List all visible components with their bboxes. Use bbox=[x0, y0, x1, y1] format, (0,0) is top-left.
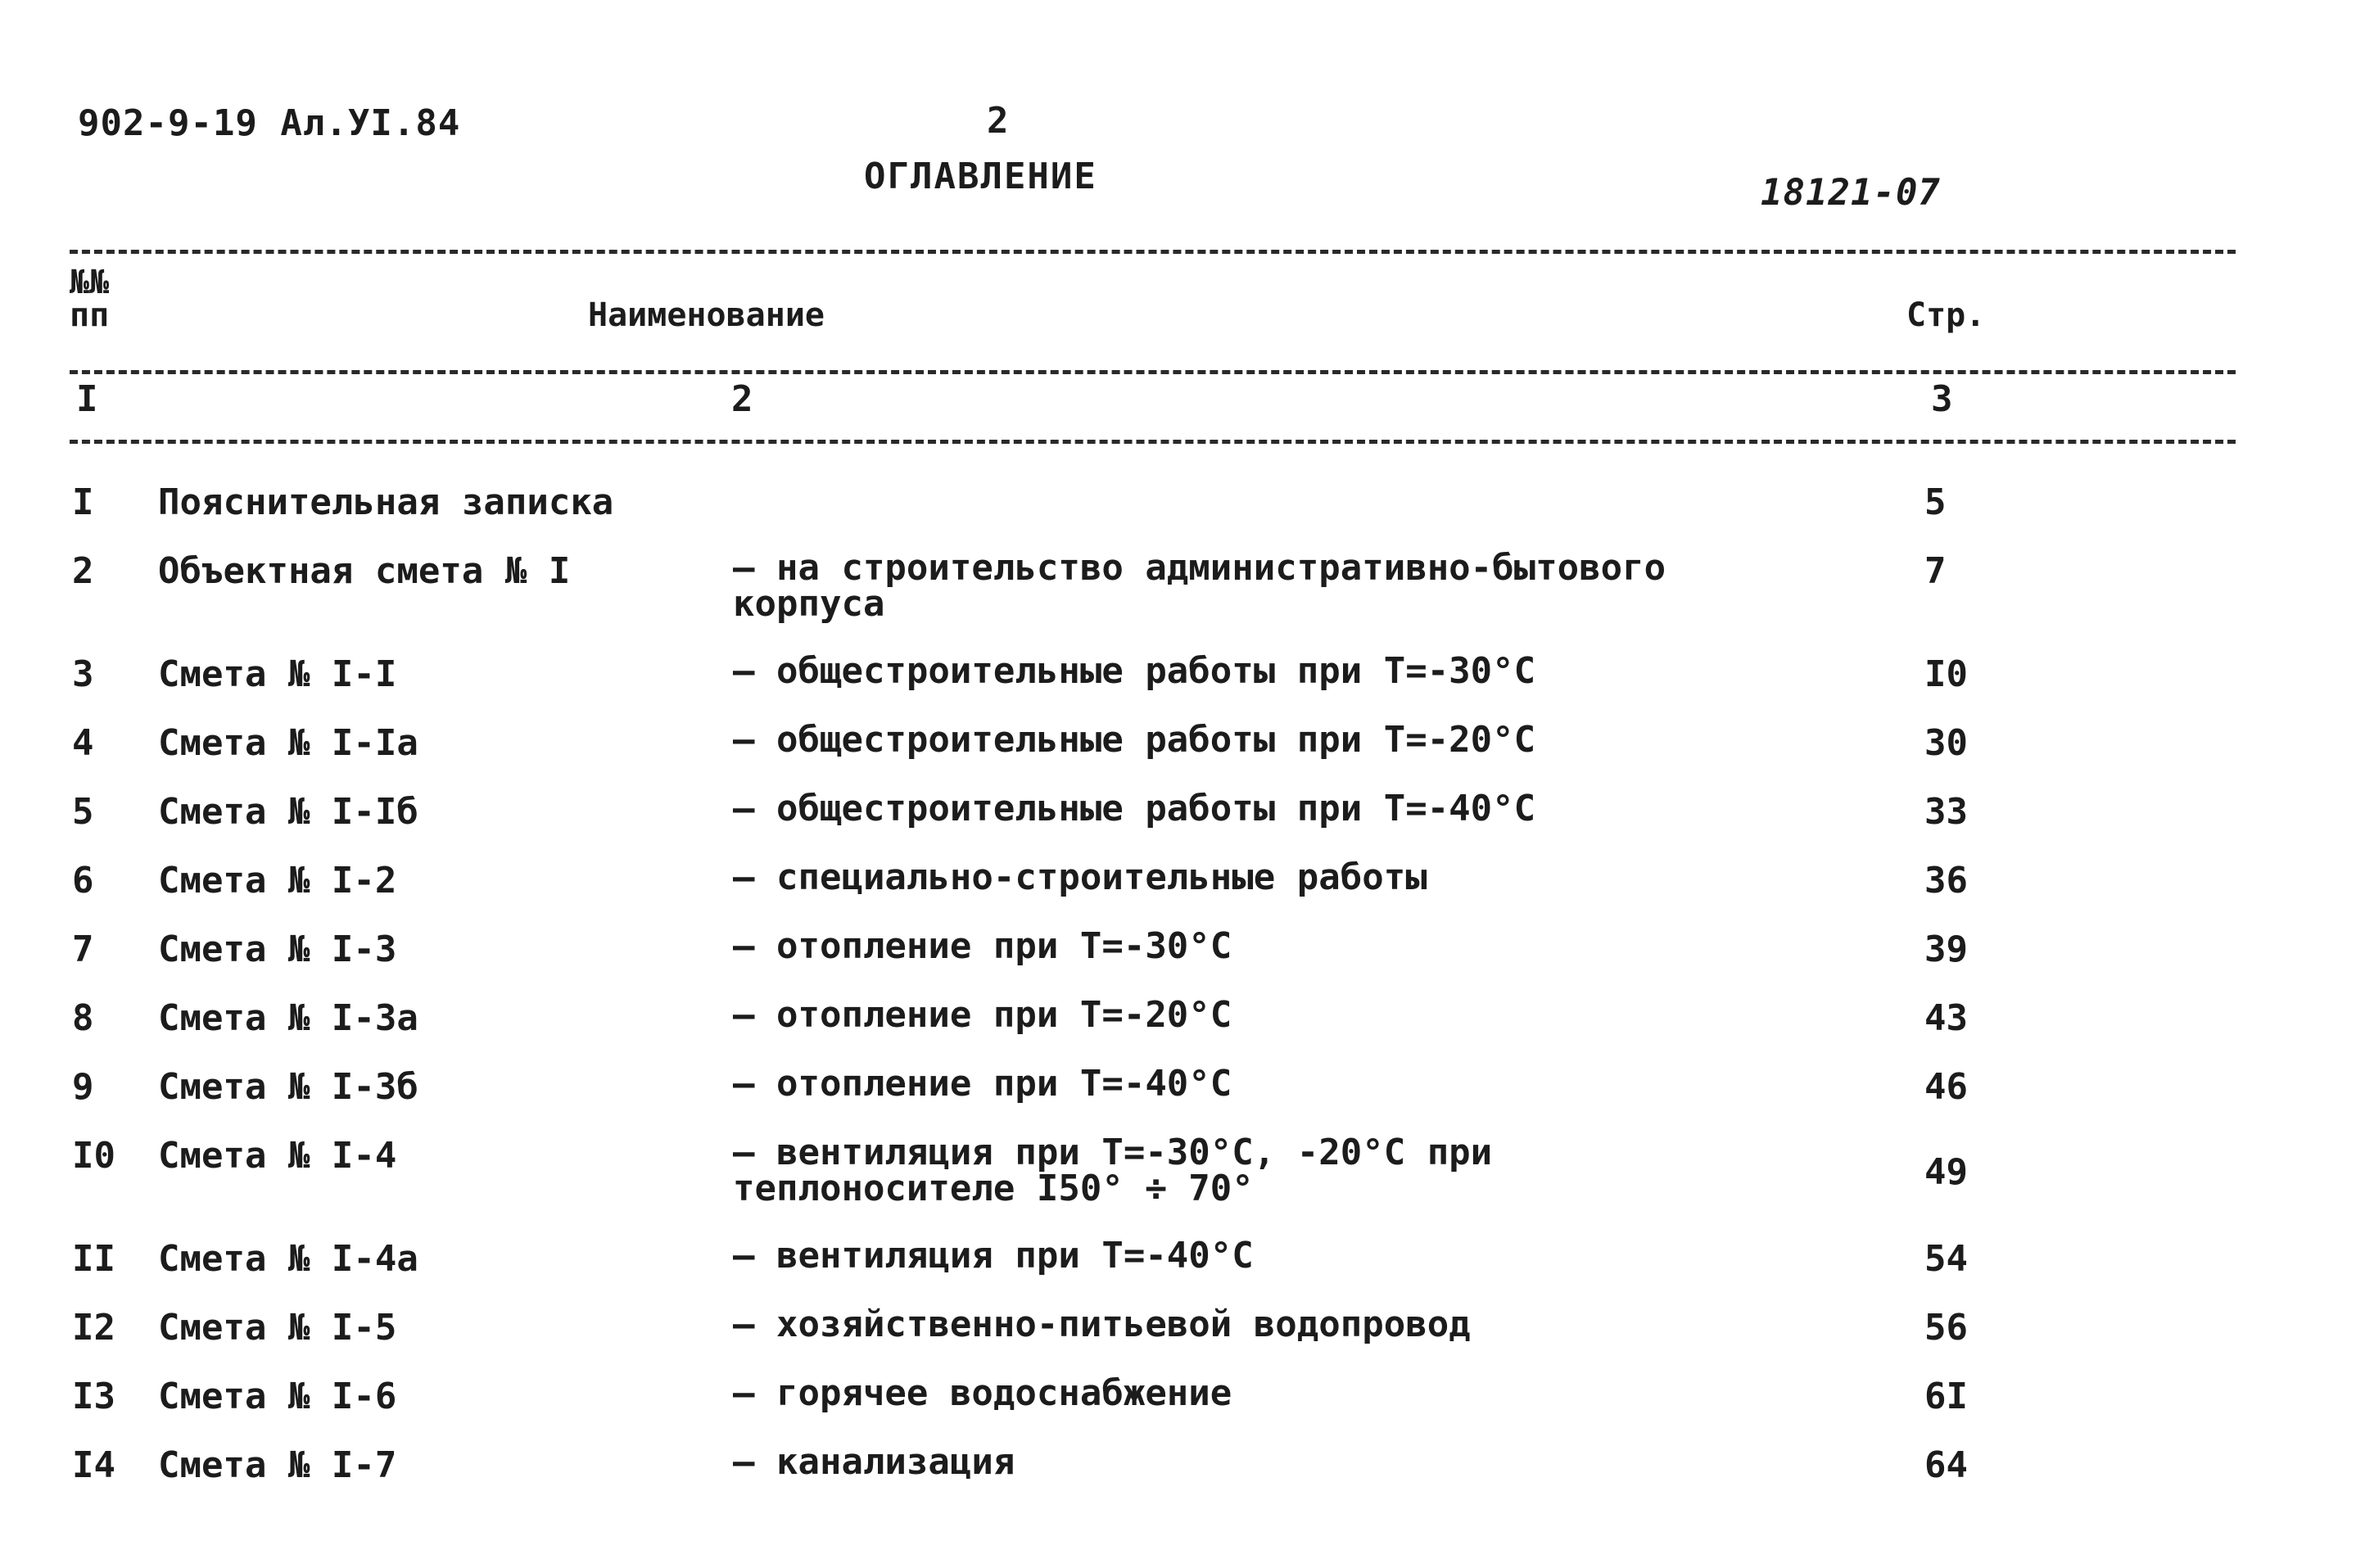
row-number: I3 bbox=[72, 1376, 115, 1417]
row-title: Смета № I-3 bbox=[158, 929, 397, 970]
page-number: 2 bbox=[987, 100, 1010, 142]
row-title: Объектная смета № I bbox=[158, 550, 571, 592]
row-page: 54 bbox=[1924, 1238, 1968, 1280]
row-title: Смета № I-2 bbox=[158, 860, 397, 901]
row-page: 64 bbox=[1924, 1444, 1968, 1486]
row-page: 43 bbox=[1924, 997, 1968, 1039]
row-page: 7 bbox=[1924, 550, 1947, 592]
row-description: – отопление при Т=-30°С bbox=[733, 925, 1232, 967]
row-title: Смета № I-6 bbox=[158, 1376, 397, 1417]
row-description: – общестроительные работы при Т=-40°С bbox=[733, 788, 1536, 829]
row-title: Смета № I-7 bbox=[158, 1444, 397, 1486]
row-number: 9 bbox=[72, 1066, 94, 1108]
column-index-1: I bbox=[76, 378, 98, 420]
column-index-3: 3 bbox=[1931, 378, 1953, 420]
row-page: I0 bbox=[1924, 653, 1968, 695]
row-description: – отопление при Т=-40°С bbox=[733, 1063, 1232, 1105]
row-title: Смета № I-4 bbox=[158, 1135, 397, 1177]
sheet-code: 18121-07 bbox=[1761, 172, 1941, 214]
row-description: – специально-строительные работы bbox=[733, 856, 1427, 898]
row-number: 3 bbox=[72, 653, 94, 695]
column-header-number-line1: №№ bbox=[70, 264, 110, 301]
row-number: II bbox=[72, 1238, 115, 1280]
row-page: 6I bbox=[1924, 1376, 1968, 1417]
row-title: Смета № I-4а bbox=[158, 1238, 418, 1280]
row-number: 7 bbox=[72, 929, 94, 970]
divider-header bbox=[70, 370, 2236, 374]
row-description: – вентиляция при Т=-40°С bbox=[733, 1235, 1254, 1277]
page-title: ОГЛАВЛЕНИЕ bbox=[864, 156, 1097, 197]
row-number: I4 bbox=[72, 1444, 115, 1486]
row-page: 5 bbox=[1924, 481, 1947, 523]
column-header-number-line2: пп bbox=[70, 296, 110, 334]
row-number: 4 bbox=[72, 722, 94, 764]
row-title: Смета № I-3а bbox=[158, 997, 418, 1039]
row-description: – горячее водоснабжение bbox=[733, 1372, 1232, 1414]
row-title: Смета № I-5 bbox=[158, 1307, 397, 1349]
row-page: 36 bbox=[1924, 860, 1968, 901]
row-number: I0 bbox=[72, 1135, 115, 1177]
row-description: – на строительство административно-бытового корпуса bbox=[733, 547, 1666, 625]
column-header-page: Стр. bbox=[1906, 296, 1986, 334]
row-number: 2 bbox=[72, 550, 94, 592]
row-number: 8 bbox=[72, 997, 94, 1039]
column-header-name: Наименование bbox=[588, 296, 825, 334]
row-title: Смета № I-I bbox=[158, 653, 397, 695]
row-description: – общестроительные работы при Т=-30°С bbox=[733, 650, 1536, 692]
row-description: – вентиляция при Т=-30°С, -20°С при теплоносителе I50° ÷ 70° bbox=[733, 1132, 1493, 1209]
row-page: 49 bbox=[1924, 1151, 1968, 1193]
row-page: 33 bbox=[1924, 791, 1968, 833]
column-index-2: 2 bbox=[731, 378, 753, 420]
row-page: 56 bbox=[1924, 1307, 1968, 1349]
row-title: Пояснительная записка bbox=[158, 481, 614, 523]
row-number: 5 bbox=[72, 791, 94, 833]
row-title: Смета № I-Iб bbox=[158, 791, 418, 833]
document-code: 902-9-19 Ал.УI.84 bbox=[78, 102, 461, 144]
row-number: I bbox=[72, 481, 94, 523]
row-description: – отопление при Т=-20°С bbox=[733, 994, 1232, 1036]
divider-index bbox=[70, 440, 2236, 444]
row-number: I2 bbox=[72, 1307, 115, 1349]
row-page: 30 bbox=[1924, 722, 1968, 764]
row-description: – общестроительные работы при Т=-20°С bbox=[733, 719, 1536, 761]
row-number: 6 bbox=[72, 860, 94, 901]
divider-top bbox=[70, 250, 2236, 254]
row-page: 39 bbox=[1924, 929, 1968, 970]
row-title: Смета № I-Iа bbox=[158, 722, 418, 764]
row-description: – канализация bbox=[733, 1441, 1015, 1483]
row-title: Смета № I-3б bbox=[158, 1066, 418, 1108]
row-description: – хозяйственно-питьевой водопровод bbox=[733, 1304, 1471, 1345]
row-page: 46 bbox=[1924, 1066, 1968, 1108]
